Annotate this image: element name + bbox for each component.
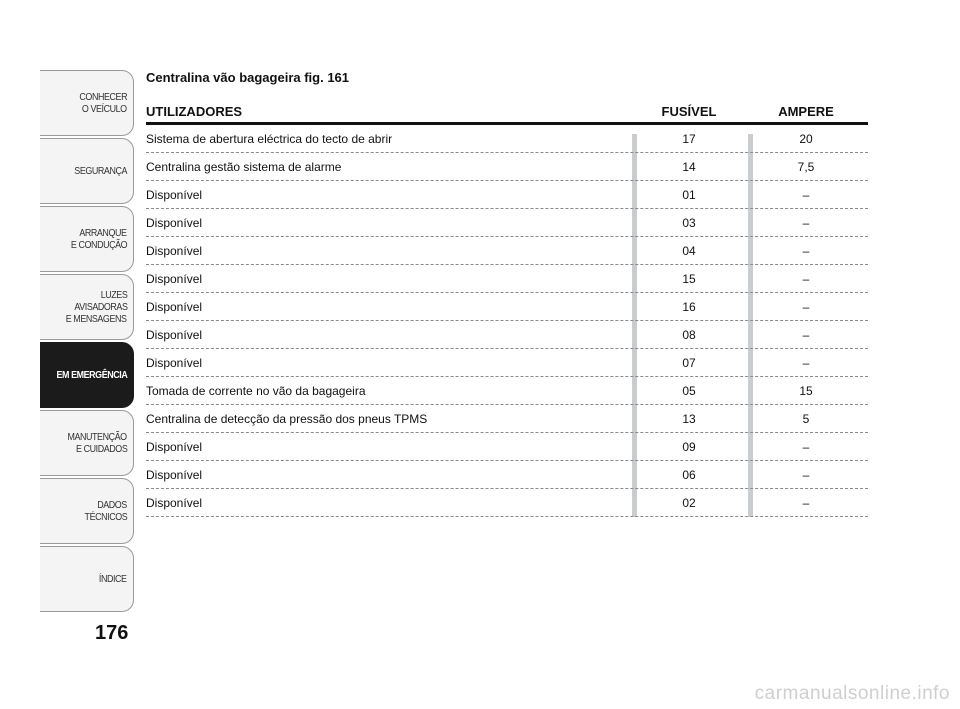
table-header bbox=[146, 100, 868, 125]
section-title: Centralina vão bagageira fig. 161 bbox=[146, 70, 350, 85]
section-tab[interactable] bbox=[40, 274, 134, 340]
tab-label: EM EMERGÊNCIA bbox=[56, 369, 127, 381]
section-tabs bbox=[40, 70, 134, 614]
cell-ampere: – bbox=[802, 355, 810, 370]
table-row bbox=[146, 237, 868, 265]
table-row bbox=[146, 153, 868, 181]
cell-user: Disponível bbox=[146, 327, 203, 342]
section-tab[interactable] bbox=[40, 70, 134, 136]
cell-fuse: 08 bbox=[682, 327, 696, 342]
page-number: 176 bbox=[95, 622, 129, 644]
table-row bbox=[146, 293, 868, 321]
cell-fuse: 04 bbox=[682, 243, 696, 258]
header-users: UTILIZADORES bbox=[146, 103, 243, 119]
cell-user: Disponível bbox=[146, 355, 203, 370]
cell-fuse: 05 bbox=[682, 383, 696, 398]
tab-label: ÍNDICE bbox=[99, 573, 127, 585]
cell-fuse: 07 bbox=[682, 355, 696, 370]
cell-fuse: 17 bbox=[682, 131, 696, 146]
cell-ampere: – bbox=[802, 439, 810, 454]
cell-ampere: – bbox=[802, 495, 810, 510]
table-row bbox=[146, 265, 868, 293]
table-row bbox=[146, 405, 868, 433]
cell-fuse: 01 bbox=[682, 187, 696, 202]
cell-user: Disponível bbox=[146, 299, 203, 314]
cell-ampere: 20 bbox=[799, 131, 813, 146]
tab-label: O VEÍCULO bbox=[82, 103, 127, 115]
cell-ampere: – bbox=[802, 327, 810, 342]
tab-label: ARRANQUE bbox=[79, 227, 127, 239]
section-tab[interactable] bbox=[40, 206, 134, 272]
table-row bbox=[146, 433, 868, 461]
table-row bbox=[146, 321, 868, 349]
header-fuse: FUSÍVEL bbox=[661, 103, 717, 119]
tab-label: E CONDUÇÃO bbox=[70, 239, 127, 251]
table-row bbox=[146, 209, 868, 237]
table-row bbox=[146, 349, 868, 377]
cell-fuse: 03 bbox=[682, 215, 696, 230]
cell-ampere: 15 bbox=[799, 383, 813, 398]
cell-ampere: – bbox=[802, 467, 810, 482]
tab-label: TÉCNICOS bbox=[84, 511, 127, 523]
cell-fuse: 14 bbox=[682, 159, 696, 174]
section-tab[interactable] bbox=[40, 546, 134, 612]
header-ampere: AMPERE bbox=[778, 103, 834, 119]
cell-fuse: 09 bbox=[682, 439, 696, 454]
fuse-table bbox=[146, 100, 868, 517]
cell-user: Sistema de abertura eléctrica do tecto de abrir bbox=[146, 131, 393, 146]
section-tab[interactable] bbox=[40, 478, 134, 544]
table-row bbox=[146, 489, 868, 517]
section-tab[interactable] bbox=[40, 138, 134, 204]
watermark: carmanualsonline.info bbox=[754, 683, 950, 704]
cell-fuse: 02 bbox=[682, 495, 696, 510]
cell-user: Tomada de corrente no vão da bagageira bbox=[146, 383, 366, 398]
cell-ampere: – bbox=[802, 187, 810, 202]
cell-user: Centralina gestão sistema de alarme bbox=[146, 159, 342, 174]
cell-user: Disponível bbox=[146, 271, 203, 286]
cell-user: Disponível bbox=[146, 187, 203, 202]
cell-user: Disponível bbox=[146, 215, 203, 230]
tab-label: CONHECER bbox=[79, 91, 127, 103]
tab-label: DADOS bbox=[97, 499, 127, 511]
cell-ampere: – bbox=[802, 215, 810, 230]
cell-user: Disponível bbox=[146, 495, 203, 510]
cell-fuse: 06 bbox=[682, 467, 696, 482]
cell-user: Disponível bbox=[146, 243, 203, 258]
cell-user: Disponível bbox=[146, 467, 203, 482]
cell-ampere: – bbox=[802, 271, 810, 286]
cell-user: Centralina de detecção da pressão dos pneus TPMS bbox=[146, 411, 428, 426]
section-tab[interactable] bbox=[40, 410, 134, 476]
tab-label: E MENSAGENS bbox=[66, 313, 127, 325]
table-row bbox=[146, 461, 868, 489]
tab-label: LUZES bbox=[100, 289, 127, 301]
cell-user: Disponível bbox=[146, 439, 203, 454]
cell-fuse: 15 bbox=[682, 271, 696, 286]
tab-label: MANUTENÇÃO bbox=[67, 431, 127, 443]
cell-fuse: 13 bbox=[682, 411, 696, 426]
cell-ampere: 7,5 bbox=[797, 159, 815, 174]
cell-ampere: – bbox=[802, 299, 810, 314]
tab-label: AVISADORAS bbox=[73, 301, 127, 313]
table-row bbox=[146, 125, 868, 153]
section-tab[interactable] bbox=[40, 342, 134, 408]
table-row bbox=[146, 377, 868, 405]
cell-ampere: – bbox=[802, 243, 810, 258]
cell-fuse: 16 bbox=[682, 299, 696, 314]
tab-label: E CUIDADOS bbox=[75, 443, 127, 455]
tab-label: SEGURANÇA bbox=[74, 165, 127, 177]
cell-ampere: 5 bbox=[802, 411, 810, 426]
table-row bbox=[146, 181, 868, 209]
content bbox=[146, 70, 868, 517]
